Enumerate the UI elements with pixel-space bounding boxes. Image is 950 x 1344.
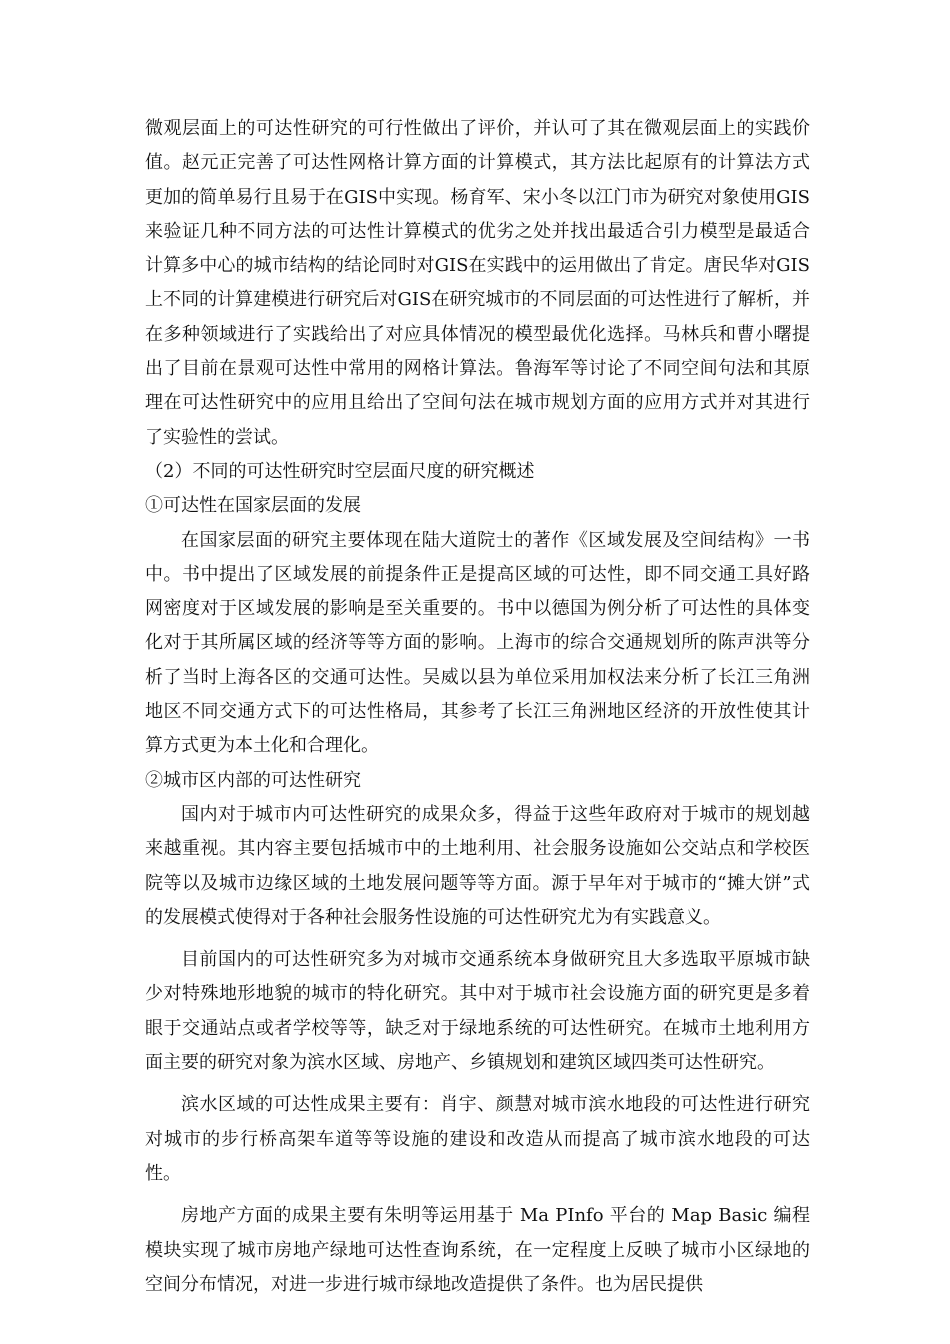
- paragraph-real-estate: 房地产方面的成果主要有朱明等运用基于 Ma PInfo 平台的 Map Basic 编程模块实现了城市房地产绿地可达性查询系统，在一定程度上反映了城市小区绿地的空间分布情况，对进一步进行城市绿地改造提供了条件。也为居民提供: [145, 1205, 810, 1295]
- document-body: [145, 112, 810, 1302]
- section-heading-scales: （2）不同的可达性研究时空层面尺度的研究概述: [145, 460, 535, 482]
- paragraph-gis-methods: 微观层面上的可达性研究的可行性做出了评价，并认可了其在微观层面上的实践价值。赵元正完善了可达性网格计算方面的计算模式，其方法比起原有的计算法方式更加的简单易行且易于在GIS中实现。杨育军、宋小冬以江门市为研究对象使用GIS来验证几种不同方法的可达性计算模式的优劣之处并找出最适合引力模型是最适合计算多中心的城市结构的结论同时对GIS在实践中的运用做出了肯定。唐民华对GIS上不同的计算建模进行研究后对GIS在研究城市的不同层面的可达性进行了解析，并在多种领域进行了实践给出了对应具体情况的模型最优化选择。马林兵和曹小曙提出了目前在景观可达性中常用的网格计算法。鲁海军等讨论了不同空间句法和其原理在可达性研究中的应用且给出了空间句法在城市规划方面的应用方式并对其进行了实验性的尝试。: [145, 118, 810, 448]
- subsection-heading-national: ①可达性在国家层面的发展: [145, 495, 361, 517]
- subsection-heading-urban: ②城市区内部的可达性研究: [145, 769, 361, 791]
- paragraph-waterfront: 滨水区域的可达性成果主要有：肖宇、颜慧对城市滨水地段的可达性进行研究对城市的步行桥高架车道等等设施的建设和改造从而提高了城市滨水地段的可达性。: [145, 1094, 810, 1184]
- paragraph-urban-research: 国内对于城市内可达性研究的成果众多，得益于这些年政府对于城市的规划越来越重视。其内容主要包括城市中的土地利用、社会服务设施如公交站点和学校医院等以及城市边缘区域的土地发展问题等等方面。源于早年对于城市的“摊大饼”式的发展模式使得对于各种社会服务性设施的可达性研究尤为有实践意义。: [145, 803, 810, 928]
- paragraph-current-research: 目前国内的可达性研究多为对城市交通系统本身做研究且大多选取平原城市缺少对特殊地形地貌的城市的特化研究。其中对于城市社会设施方面的研究更是多着眼于交通站点或者学校等等，缺乏对于绿地系统的可达性研究。在城市土地利用方面主要的研究对象为滨水区域、房地产、乡镇规划和建筑区域四类可达性研究。: [145, 949, 810, 1074]
- paragraph-national-level: 在国家层面的研究主要体现在陆大道院士的著作《区域发展及空间结构》一书中。书中提出了区域发展的前提条件正是提高区域的可达性，即不同交通工具好路网密度对于区域发展的影响是至关重要的。书中以德国为例分析了可达性的具体变化对于其所属区域的经济等等方面的影响。上海市的综合交通规划所的陈声洪等分析了当时上海各区的交通可达性。吴威以县为单位采用加权法来分析了长江三角洲地区不同交通方式下的可达性格局，其参考了长江三角洲地区经济的开放性使其计算方式更为本土化和合理化。: [145, 529, 810, 757]
